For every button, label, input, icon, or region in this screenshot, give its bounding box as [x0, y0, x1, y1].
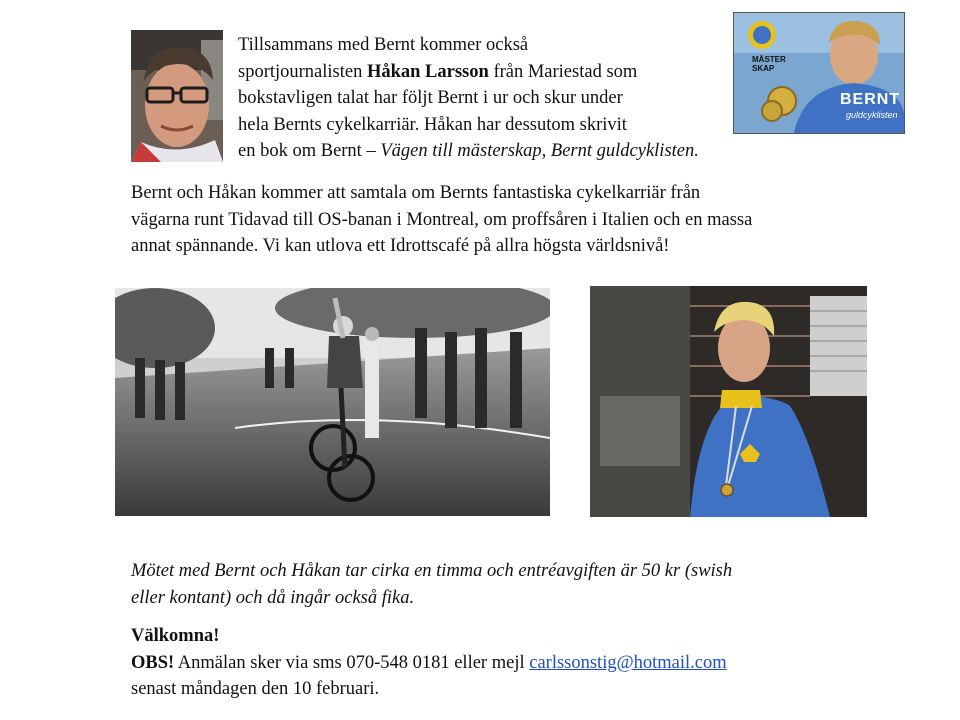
meeting-note-line-2: eller kontant) och då ingår också fika. — [131, 587, 415, 608]
meeting-note-line-1: Mötet med Bernt och Håkan tar cirka en timma och entréavgiften är 50 kr (swish — [131, 561, 733, 581]
medal-portrait-photo — [590, 286, 867, 517]
intro-paragraph — [238, 32, 699, 165]
hakan-portrait-photo — [131, 30, 223, 162]
book-title: Vägen till mästerskap, Bernt guldcyklisten. — [380, 141, 699, 161]
deadline-line: senast måndagen den 10 februari. — [131, 679, 380, 699]
description-line-2: vägarna runt Tidavad till OS-banan i Montreal, om proffsåren i Italien och en massa — [131, 209, 753, 230]
intro-line-1: Tillsammans med Bernt kommer också — [238, 35, 529, 55]
obs-label: OBS! — [131, 652, 175, 673]
obs-line — [131, 650, 727, 677]
intro-line-2: sportjournalisten Håkan Larsson från Mariestad som — [238, 61, 638, 82]
book-cover-title: BERNT — [840, 91, 901, 108]
description-paragraph — [131, 180, 752, 260]
cycling-race-photo — [115, 288, 550, 516]
book-cover-subtitle: guldcyklisten — [846, 110, 898, 120]
footer — [131, 623, 727, 703]
meeting-note — [131, 558, 732, 611]
description-line-1: Bernt och Håkan kommer att samtala om Bernts fantastiska cykelkarriär från — [131, 183, 701, 203]
obs-text: Anmälan sker via sms 070-548 0181 eller mejl — [174, 652, 530, 673]
book-cover-master-text: MÄSTER SKAP — [752, 55, 786, 73]
description-line-3: annat spännande. Vi kan utlova ett Idrottscafé på allra högsta världsnivå! — [131, 236, 670, 256]
email-link[interactable]: carlssonstig@hotmail.com — [529, 652, 727, 673]
book-cover-photo — [733, 12, 905, 134]
intro-line-3: bokstavligen talat har följt Bernt i ur och skur under — [238, 88, 623, 108]
welcome-heading: Välkomna! — [131, 626, 220, 646]
intro-line-5: en bok om Bernt – Vägen till mästerskap, Bernt guldcyklisten. — [238, 141, 699, 161]
journalist-name: Håkan Larsson — [366, 61, 489, 82]
intro-line-4: hela Bernts cykelkarriär. Håkan har dessutom skrivit — [238, 114, 627, 135]
